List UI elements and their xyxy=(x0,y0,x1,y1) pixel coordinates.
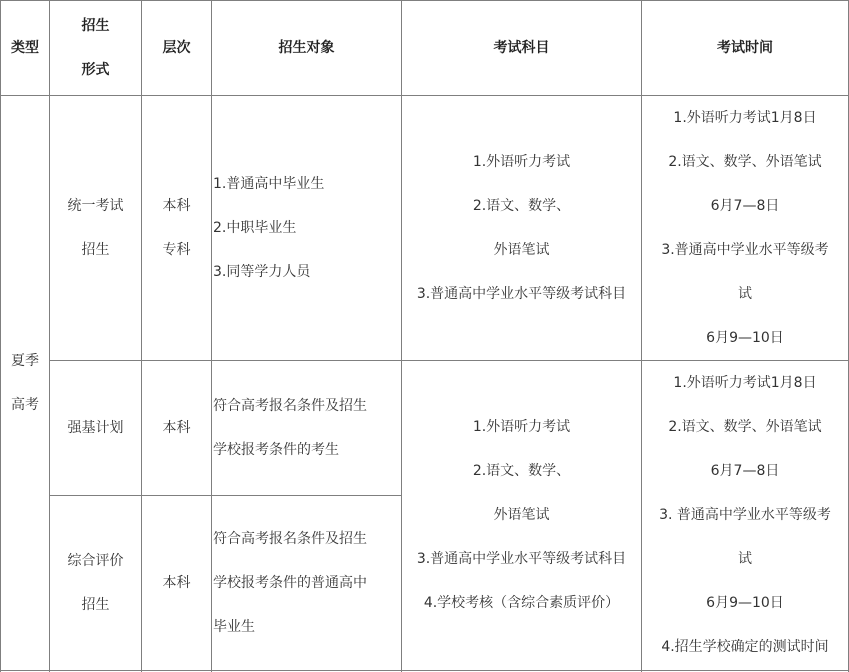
merged-time-line: 3. 普通高中学业水平等级考 xyxy=(659,507,831,523)
row1-target-line: 3.同等学力人员 xyxy=(213,263,311,280)
row2-target xyxy=(211,360,402,495)
row1-form-line: 招生 xyxy=(81,241,110,258)
row2-target-line: 符合高考报名条件及招生 xyxy=(213,397,367,414)
row1-form-line: 统一考试 xyxy=(67,197,124,214)
type-cell-line1: 夏季 xyxy=(11,352,39,369)
merged-time-line: 试 xyxy=(738,551,752,567)
header-form xyxy=(49,0,142,95)
row2-level xyxy=(141,360,212,495)
row1-subjects-line: 1.外语听力考试 xyxy=(472,153,571,170)
header-time xyxy=(641,0,849,95)
header-target xyxy=(211,0,402,95)
row2-level-line: 本科 xyxy=(162,419,191,436)
merged-subjects-line: 1.外语听力考试 xyxy=(472,419,571,435)
row3-level-line: 本科 xyxy=(162,574,191,591)
row1-subjects-line: 外语笔试 xyxy=(493,241,550,258)
row1-level xyxy=(141,95,212,360)
row1-form xyxy=(49,95,142,360)
row1-time-line: 2.语文、数学、外语笔试 xyxy=(668,153,822,170)
header-type-label: 类型 xyxy=(11,39,39,56)
type-cell xyxy=(0,95,50,670)
row1-time-line: 6月9—10日 xyxy=(706,329,784,346)
header-target-label: 招生对象 xyxy=(278,39,335,56)
header-level xyxy=(141,0,212,95)
header-form-line1: 招生 xyxy=(81,17,110,34)
row1-target xyxy=(211,95,402,360)
type-cell-line2: 高考 xyxy=(11,396,39,413)
row2-form xyxy=(49,360,142,495)
header-subjects-label: 考试科目 xyxy=(493,39,550,56)
table-border-bottom xyxy=(0,670,849,671)
row2-form-line: 强基计划 xyxy=(67,419,124,436)
header-form-line2: 形式 xyxy=(81,61,110,78)
row1-target-line: 2.中职毕业生 xyxy=(213,219,297,236)
row3-level xyxy=(141,495,212,670)
row3-target xyxy=(211,495,402,670)
merged-subjects-line: 外语笔试 xyxy=(493,507,550,523)
row3-form-line: 招生 xyxy=(81,596,110,613)
row1-subjects-line: 3.普通高中学业水平等级考试科目 xyxy=(416,285,627,302)
header-type xyxy=(0,0,50,95)
merged-time-line: 2.语文、数学、外语笔试 xyxy=(668,419,822,435)
merged-subjects-line: 3.普通高中学业水平等级考试科目 xyxy=(416,551,627,567)
row1-target-line: 1.普通高中毕业生 xyxy=(213,175,325,192)
header-subjects xyxy=(401,0,642,95)
row2-target-line: 学校报考条件的考生 xyxy=(213,441,339,458)
merged-time-line: 1.外语听力考试1月8日 xyxy=(673,375,817,391)
row1-time-line: 3.普通高中学业水平等级考 xyxy=(661,241,829,258)
row3-form xyxy=(49,495,142,670)
merged-subjects-line: 4.学校考核（含综合素质评价） xyxy=(423,595,620,611)
merged-time-line: 4.招生学校确定的测试时间 xyxy=(661,639,829,655)
row1-time-line: 1.外语听力考试1月8日 xyxy=(673,109,817,126)
row3-target-line: 毕业生 xyxy=(213,618,255,635)
merged-time-line: 6月7—8日 xyxy=(710,463,780,479)
merged-subjects xyxy=(401,360,642,670)
merged-time xyxy=(641,360,849,670)
merged-subjects-line: 2.语文、数学、 xyxy=(472,463,571,479)
row1-subjects-line: 2.语文、数学、 xyxy=(472,197,571,214)
row1-time-line: 6月7—8日 xyxy=(710,197,780,214)
header-time-label: 考试时间 xyxy=(717,39,773,56)
row3-form-line: 综合评价 xyxy=(67,552,124,569)
row1-time-line: 试 xyxy=(738,285,752,302)
row1-subjects xyxy=(401,95,642,360)
row3-target-line: 学校报考条件的普通高中 xyxy=(213,574,367,591)
row1-time xyxy=(641,95,849,360)
row3-target-line: 符合高考报名条件及招生 xyxy=(213,530,367,547)
row1-level-line: 本科 xyxy=(162,197,191,214)
header-level-label: 层次 xyxy=(162,39,191,56)
merged-time-line: 6月9—10日 xyxy=(706,595,784,611)
row1-level-line: 专科 xyxy=(162,241,191,258)
